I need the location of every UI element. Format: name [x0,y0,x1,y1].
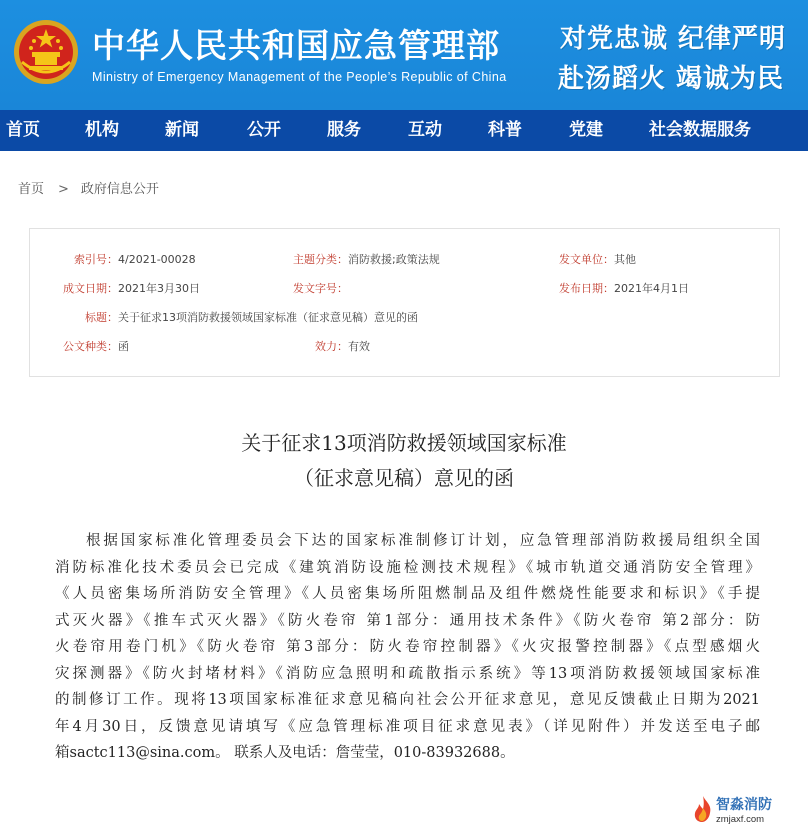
nav-item-science[interactable]: 科普 [488,120,522,140]
breadcrumb-current[interactable]: 政府信息公开 [80,182,159,197]
meta-title-label: 标题： [85,311,118,324]
meta-type-label: 公文种类： [63,340,118,353]
article-body-line: 式灭火器》《推车式灭火器》《防火卷帘 第1部分：通用技术条件》《防火卷帘 第2部分：防 [55,612,760,629]
slogan-line-2: 赴汤蹈火 竭诚为民 [558,64,785,94]
breadcrumb [18,178,159,197]
meta-index-label: 索引号： [74,253,118,266]
article-body-line: 年4月30日，反馈意见请填写《应急管理标准项目征求意见表》（详见附件）并发送至电子邮 [55,718,760,735]
meta-validity-label: 效力： [315,340,348,353]
flame-logo-icon [690,794,716,824]
national-emblem-icon[interactable] [12,18,80,86]
nav-item-interaction[interactable]: 互动 [408,120,442,140]
site-title-cn: 中华人民共和国应急管理部 [92,26,500,65]
breadcrumb-home[interactable]: 首页 [18,182,45,197]
article-body [55,528,760,767]
meta-docno-label: 发文字号： [293,282,348,295]
meta-created-label: 成文日期： [63,282,118,295]
nav-item-public[interactable]: 公开 [247,120,281,140]
meta-published-label: 发布日期： [559,282,614,295]
meta-issuer-label: 发文单位： [559,253,614,266]
site-header [0,0,808,110]
article-body-line: 的制修订工作。现将13项国家标准征求意见稿向社会公开征求意见，意见反馈截止日期为2021 [55,692,760,708]
nav-item-services[interactable]: 服务 [327,120,361,140]
article-body-line: 根据国家标准化管理委员会下达的国家标准制修订计划，应急管理部消防救援局组织全国 [86,533,760,549]
document-meta-box [29,228,780,377]
watermark-name: 智淼消防 [716,797,772,813]
nav-item-home[interactable]: 首页 [6,120,40,140]
meta-validity-value: 有效 [348,340,370,353]
article-body-line: 火卷帘用卷门机》《防火卷帘 第3部分：防火卷帘控制器》《火灾报警控制器》《点型感烟火 [55,639,760,655]
meta-created-value: 2021年3月30日 [118,282,200,295]
watermark [688,790,808,833]
meta-published-value: 2021年4月1日 [614,282,689,295]
breadcrumb-separator: > [58,182,69,197]
main-nav [0,110,808,151]
meta-type-value: 函 [118,340,129,353]
nav-item-organization[interactable]: 机构 [85,120,119,140]
nav-item-data-services[interactable]: 社会数据服务 [649,120,751,140]
nav-item-news[interactable]: 新闻 [165,120,199,140]
meta-title-value: 关于征求13项消防救援领域国家标准（征求意见稿）意见的函 [118,311,418,324]
article-title-line-2: （征求意见稿）意见的函 [294,466,514,490]
article-body-line: 消防标准化技术委员会已完成《建筑消防设施检测技术规程》《城市轨道交通消防安全管理》 [55,559,760,576]
nav-item-party[interactable]: 党建 [569,120,603,140]
article-body-line: 《人员密集场所消防安全管理》《人员密集场所阻燃制品及组件燃烧性能要求和标识》《手提 [55,586,760,602]
article-body-line: 灾探测器》《防火封堵材料》《消防应急照明和疏散指示系统》等13项消防救援领域国家标准 [55,665,760,682]
article-title-line-1: 关于征求13项消防救援领域国家标准 [241,431,567,455]
meta-index-value: 4/2021-00028 [118,253,196,266]
article-body-line: 箱sactc113@sina.com。 联系人及电话：詹莹莹，010-83932688。 [55,745,515,761]
slogan-line-1: 对党忠诚 纪律严明 [560,24,787,54]
watermark-domain: zmjaxf.com [716,814,765,825]
site-title-en: Ministry of Emergency Management of the People’s Republic of China [92,70,507,84]
meta-issuer-value: 其他 [614,253,636,266]
meta-topic-label: 主题分类： [293,253,348,266]
meta-topic-value: 消防救援;政策法规 [348,253,440,266]
